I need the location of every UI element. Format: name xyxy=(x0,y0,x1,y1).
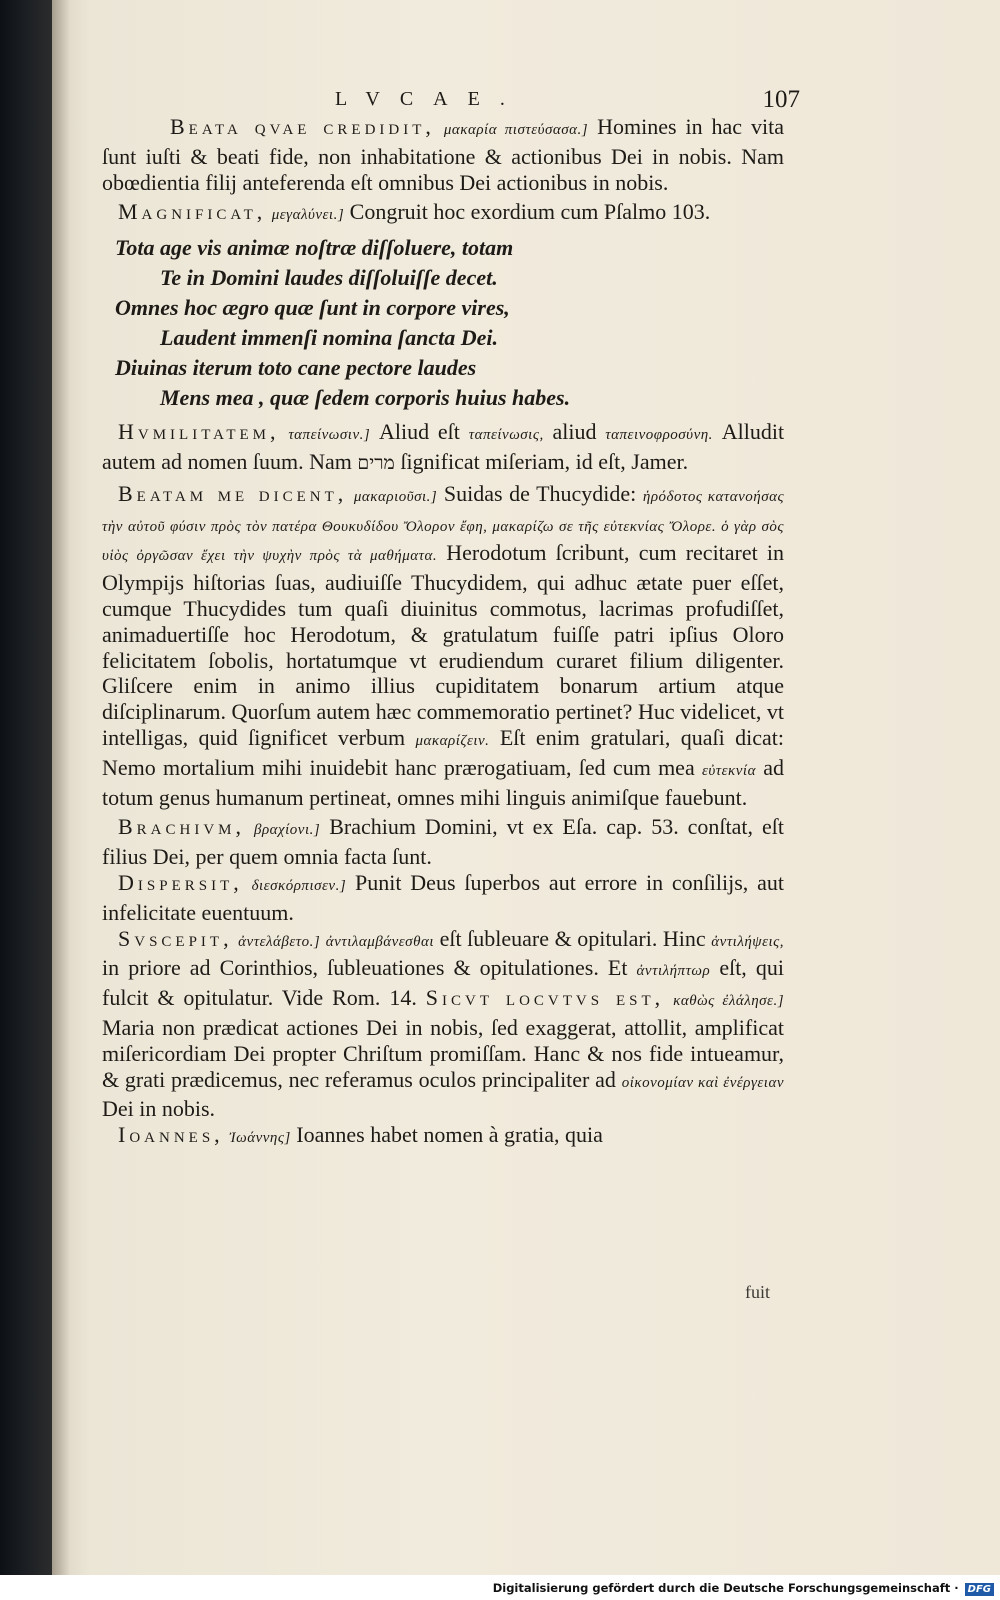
credit-text: Digitalisierung gefördert durch die Deutsche Forschungsgemeinschaft · xyxy=(492,1581,959,1595)
paragraph-text: Alludit autem ad nomen ſuum. Nam xyxy=(102,419,785,474)
verse-line: Diuinas iterum toto cane pectore laudes xyxy=(115,355,477,381)
funding-credit xyxy=(493,1581,994,1596)
lemma: Ioannes, xyxy=(118,1122,224,1148)
greek-word: διεσκόρπισεν.] xyxy=(251,877,347,894)
greek-word: οἰκονομίαν καὶ ἐνέργειαν xyxy=(621,1074,784,1091)
page-body xyxy=(102,114,784,1152)
paragraph-text: Brachium Domini, vt ex Eſa. cap. 53. conſtat, eſt filius Dei, per quem omnia facta ſunt. xyxy=(102,814,784,870)
greek-word: Ἰωάννης] xyxy=(229,1130,291,1147)
greek-word: ταπείνωσιν.] xyxy=(288,427,371,444)
scanner-border xyxy=(0,0,52,1600)
paragraph-text: Herodotum ſcribunt, cum recitaret in Olympijs hiſtorias ſuas, audiuiſſe Thucydidem, qui adhuc ætate puer eſſet, cumque Thucydides tum quaſi diuinitus commotus, lacrimas profudiſſet, animaduertiſſe hoc Herodotum, & gratulatum fuiſſe patri ipſius Oloro felicitatem ſobolis, hortatumque vt erudiendum curaret filium diligenter. Gliſcere enim in animo illius cupiditatem bonarum artium atque diſciplinarum. Quorſum autem hæc commemoratio pertinet? Huc videlicet, vt intelligas, quid ſignificet verbum xyxy=(102,540,785,750)
greek-word: ταπείνωσις, xyxy=(468,427,544,444)
paragraph-text: Congruit hoc exordium cum Pſalmo 103. xyxy=(349,199,711,225)
greek-word: μεγαλύνει.] xyxy=(271,207,345,224)
lemma: Beatam me dicent, xyxy=(118,480,348,506)
paragraph-text: Ioannes habet nomen à gratia, quia xyxy=(296,1122,603,1148)
greek-word: ταπεινοφροσύνη. xyxy=(605,427,713,444)
paragraph-text: Eſt enim gratulari, quaſi dicat: Nemo mortalium mihi inuidebit hanc prærogatiuam, ſed cum mea xyxy=(102,724,785,780)
paragraph-suscepit xyxy=(102,926,784,1123)
greek-word: εὐτεκνία xyxy=(701,762,756,779)
verse-line: Laudent immenſi nomina ſancta Dei. xyxy=(160,325,498,351)
paragraph-text: Aliud eſt xyxy=(379,419,460,445)
paragraph-text: Dei in nobis. xyxy=(102,1096,216,1122)
paragraph-text: ad totum genus humanum pertineat, omnes mihi linguis animiſque fauebunt. xyxy=(102,754,784,810)
paragraph-text: Maria non prædicat actiones Dei in nobis, ſed exaggerat, attollit, amplificat miſericordiam Dei propter Chriſtum promiſſam. Hanc & nos fide intueamur, & grati prædicemus, nec referamus oculos principaliter ad xyxy=(102,1014,784,1092)
paragraph-text: Suidas de Thucydide: xyxy=(443,480,637,506)
running-title: LVCAE. xyxy=(335,88,525,110)
verse-line: Te in Domini laudes diſſoluiſſe decet. xyxy=(160,265,498,291)
verse-line: Omnes hoc ægro quæ ſunt in corpore vires, xyxy=(115,295,510,321)
paragraph-dispersit xyxy=(102,870,784,926)
greek-word: ἀντελάβετο.] xyxy=(238,933,321,950)
paragraph-humilitatem xyxy=(102,419,784,477)
paragraph-text: ſignificat miſeriam, id eſt, Jamer. xyxy=(400,448,689,474)
book-page xyxy=(52,0,1000,1575)
greek-word: καθὼς ἐλάλησε.] xyxy=(673,993,785,1010)
lemma: Beata qvae credidit, xyxy=(170,114,435,139)
lemma: Hvmilitatem, xyxy=(118,419,280,445)
greek-quotation: ἡρόδοτος κατανοήσας τὴν αὐτοῦ φύσιν πρὸς τὸν πατέρα Θουκυδίδου Ὄλορον ἔφη, μακαρίζω σε τῆς εὐτεκνίας Ὄλορε. ὁ γὰρ σὸς υἱὸς ὀργῶσαν ἔχει τὴν ψυχὴν πρὸς τὰ μαθήματα. xyxy=(102,488,785,565)
lemma: Brachivm, xyxy=(118,814,246,840)
paragraph-text: eſt ſubleuare & opitulari. Hinc xyxy=(439,925,706,951)
lemma: Sicvt locvtvs est, xyxy=(425,985,665,1011)
greek-word: μακαριοῦσι.] xyxy=(353,488,438,505)
page-number: 107 xyxy=(762,86,800,113)
dfg-logo: DFG xyxy=(965,1583,994,1596)
verse-line: Mens mea , quæ ſedem corporis huius habes. xyxy=(160,385,571,411)
greek-word: ἀντιλήψεις, xyxy=(711,933,785,950)
greek-word: ἀντιλήπτωρ xyxy=(636,963,711,980)
paragraph-text: Homines in hac vita ſunt iuſti & beati fide, non inhabitatione & actionibus Dei in nobis. Nam obœdientia filij anteferenda eſt omnibus Dei actionibus in nobis. xyxy=(102,114,785,195)
verse-block xyxy=(102,233,784,413)
lemma: Svscepit, xyxy=(118,925,233,951)
catchword: fuit xyxy=(745,1282,770,1302)
greek-word: μακαρίζειν. xyxy=(415,732,490,749)
hebrew-word: מרים xyxy=(357,452,395,474)
paragraph-magnificat xyxy=(102,199,784,229)
verse-line: Tota age vis animæ noſtræ diſſoluere, totam xyxy=(115,235,514,261)
footer-bar xyxy=(0,1575,1000,1600)
greek-word: μακαρία πιστεύσασα.] xyxy=(443,122,589,138)
paragraph-beata xyxy=(102,114,784,195)
paragraph-beatam xyxy=(102,481,784,811)
paragraph-text: eſt, qui fulcit & opitulatur. Vide Rom. 14. xyxy=(102,955,784,1011)
paragraph-ioannes xyxy=(102,1122,784,1152)
greek-word: βραχίονι.] xyxy=(253,822,321,839)
paragraph-brachium xyxy=(102,814,784,870)
paragraph-text: in priore ad Corinthios, ſubleuationes & opitulationes. Et xyxy=(102,955,628,981)
greek-word: ἀντιλαμβάνεσθαι xyxy=(325,933,434,950)
lemma: Magnificat, xyxy=(118,199,267,225)
paragraph-text: Punit Deus ſuperbos aut errore in conſilijs, aut infelicitate euentuum. xyxy=(102,869,784,925)
lemma: Dispersit, xyxy=(118,869,243,895)
paragraph-text: aliud xyxy=(552,419,597,445)
